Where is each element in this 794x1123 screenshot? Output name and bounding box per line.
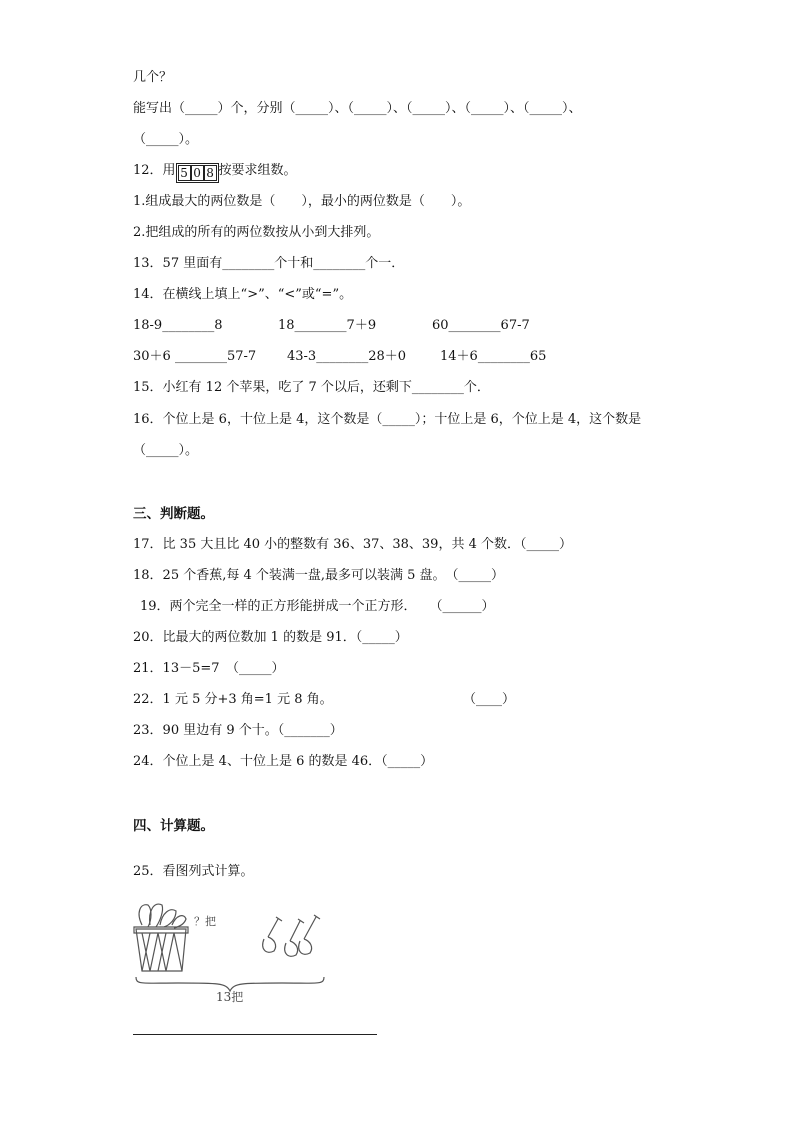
shovels-figure-svg <box>128 895 343 1005</box>
question-19: 19．两个完全一样的正方形能拼成一个正方形． （______） <box>140 599 495 614</box>
question-22: 22．1 元 5 分+3 角=1 元 8 角。 <box>133 692 333 707</box>
line-can-write-cont: （_____）。 <box>133 132 199 147</box>
compare-item: 60________67-7 <box>432 318 530 333</box>
digit-card: 0 <box>191 165 204 181</box>
q12-suffix: 按要求组数。 <box>218 163 297 178</box>
loose-shovel <box>299 915 320 954</box>
question-12-part-1: 1.组成最大的两位数是（ ），最小的两位数是（ ）。 <box>133 194 471 209</box>
answer-line <box>133 1034 377 1035</box>
question-17: 17．比 35 大且比 40 小的整数有 36、37、38、39，共 4 个数．（_____） <box>133 537 572 552</box>
unknown-label: ？把 <box>194 915 216 928</box>
question-14: 14．在横线上填上“>”、“<”或“=”。 <box>133 287 353 302</box>
loose-shovel <box>285 919 304 956</box>
question-22-blank: （____） <box>463 692 516 707</box>
question-16: 16．个位上是 6，十位上是 4，这个数是（_____）；十位上是 6，个位上是 4，这个数是 <box>133 412 642 427</box>
compare-item: 18-9________8 <box>133 318 223 333</box>
question-12 <box>133 163 297 183</box>
section-4-heading: 四、计算题。 <box>133 818 214 834</box>
total-label: 13把 <box>216 990 244 1004</box>
question-23: 23．90 里边有 9 个十。（_______） <box>133 723 343 738</box>
compare-item: 43-3________28＋0 <box>287 349 407 364</box>
total-brace <box>136 977 324 991</box>
question-24: 24．个位上是 4、十位上是 6 的数是 46．（_____） <box>133 754 434 769</box>
question-21: 21．13－5=7 （_____） <box>133 661 285 676</box>
digit-card: 8 <box>204 165 217 181</box>
compare-item: 18________7＋9 <box>278 318 377 333</box>
question-15: 15．小红有 12 个苹果，吃了 7 个以后，还剩下________个． <box>133 380 490 395</box>
question-12-part-2: 2.把组成的所有的两位数按从小到大排列。 <box>133 225 380 240</box>
digit-card: 5 <box>178 165 191 181</box>
question-25: 25．看图列式计算。 <box>133 864 254 879</box>
question-16-cont: （_____）。 <box>133 443 199 458</box>
question-20: 20．比最大的两位数加 1 的数是 91．（_____） <box>133 630 408 645</box>
digit-cards <box>176 163 219 183</box>
question-13: 13．57 里面有________个十和________个一． <box>133 256 405 271</box>
question-18: 18．25 个香蕉,每 4 个装满一盘,最多可以装满 5 盘。 （_____） <box>133 568 505 583</box>
compare-item: 30＋6 ________57-7 <box>133 349 257 364</box>
loose-shovel <box>263 917 282 952</box>
compare-item: 14＋6________65 <box>440 349 547 364</box>
shovels-figure <box>128 895 343 1005</box>
line-how-many: 几个？ <box>133 70 173 85</box>
line-can-write: 能写出（_____）个，分别（_____）、（_____）、（_____）、（_____）、（_____）、 <box>133 101 582 116</box>
q12-prefix: 12．用 <box>133 163 176 178</box>
section-3-heading: 三、判断题。 <box>133 506 214 522</box>
